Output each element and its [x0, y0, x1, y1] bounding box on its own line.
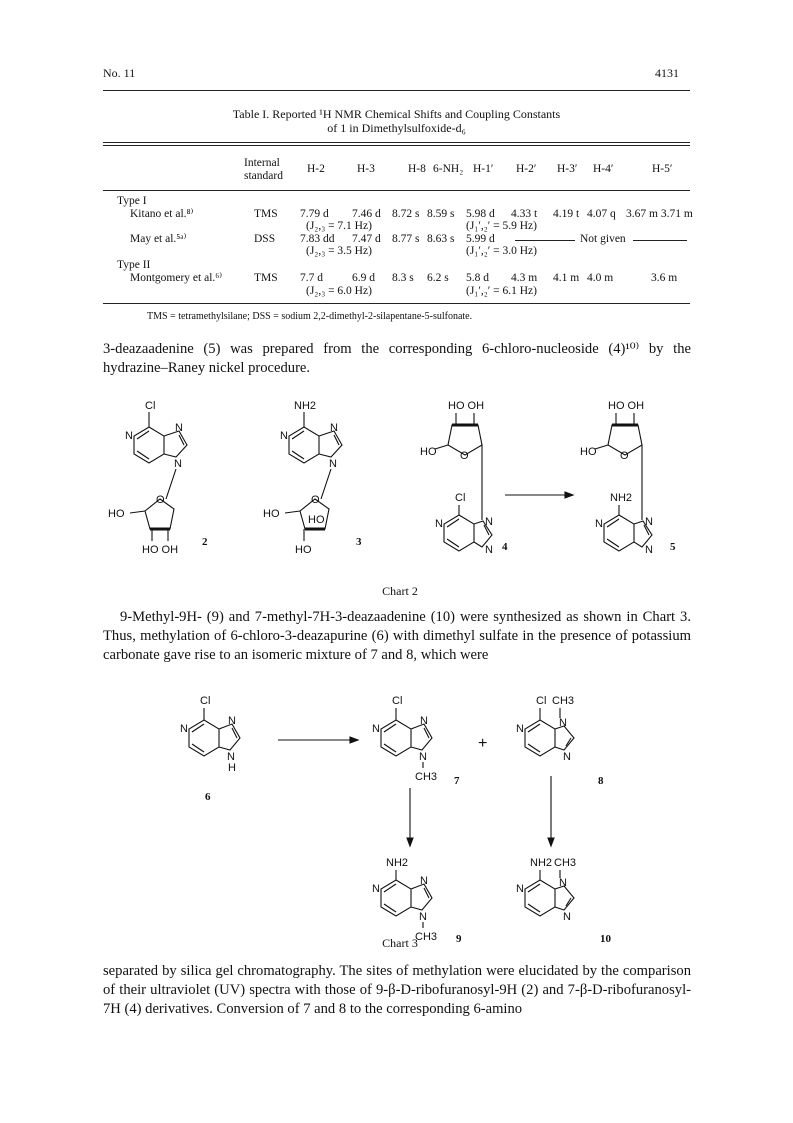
- chart-2-structures: [90, 395, 710, 595]
- atom-label: N: [559, 877, 567, 889]
- header-rule: [103, 90, 690, 91]
- row-h8: 8.77 s: [392, 233, 420, 245]
- structure-10: [516, 857, 612, 945]
- atom-label: O: [460, 450, 469, 462]
- plus-sign: +: [478, 735, 488, 752]
- row-h2p: 4.33 t: [511, 208, 538, 220]
- row-h2: 7.83 dd: [300, 233, 335, 245]
- row-h5p: 3.6 m: [651, 272, 678, 284]
- row-std: TMS: [254, 208, 278, 220]
- atom-label: N: [645, 516, 653, 528]
- atom-label: NH2: [530, 857, 553, 869]
- compound-label: 5: [670, 541, 676, 553]
- col-internal-1: Internal: [244, 157, 280, 169]
- atom-label: HO: [108, 508, 125, 520]
- atom-label: HO: [263, 508, 280, 520]
- row-nh2: 8.63 s: [427, 233, 455, 245]
- atom-label: NH2: [386, 857, 409, 869]
- atom-label: HO: [420, 446, 437, 458]
- atom-label: Cl: [392, 695, 403, 707]
- chart-3-structures: [160, 680, 640, 955]
- compound-label: 6: [205, 791, 211, 803]
- col-h5p: H-5′: [652, 163, 673, 175]
- atom-label: N: [563, 911, 571, 923]
- atom-label: Cl: [536, 695, 547, 707]
- atom-label: HO: [295, 544, 312, 556]
- row-h5p: 3.67 m 3.71 m: [626, 208, 693, 220]
- row-h8: 8.3 s: [392, 272, 414, 284]
- compound-label: 8: [598, 775, 604, 787]
- atom-label: N: [420, 875, 428, 887]
- compound-label: 10: [600, 933, 611, 945]
- atom-label: N: [563, 751, 571, 763]
- not-given-dash-right: [633, 240, 687, 241]
- row-not-given: Not given: [580, 233, 626, 245]
- row-std: DSS: [254, 233, 276, 245]
- col-internal-2: standard: [244, 170, 283, 182]
- paragraph-3: separated by silica gel chromatography. The sites of methylation were elucidated by the comparison of their ultraviolet (UV) spectra with those of 9-β-D-ribofuranosyl-9H (2) and 7-β-D-ribofuranosyl-7H (4) derivatives. Conversion of 7 and 8 to the corresponding 6-amino: [103, 963, 691, 1017]
- reaction-arrowhead: [548, 838, 554, 846]
- not-given-dash-left: [515, 240, 575, 241]
- page-number: 4131: [655, 66, 679, 80]
- atom-label: N: [485, 516, 493, 528]
- atom-label: Cl: [200, 695, 211, 707]
- atom-label: N: [175, 422, 183, 434]
- structure-4: [420, 400, 508, 556]
- atom-label: N: [180, 723, 188, 735]
- row-std: TMS: [254, 272, 278, 284]
- structure-8: [516, 695, 604, 787]
- atom-label: N: [125, 430, 133, 442]
- reaction-arrowhead: [407, 838, 413, 846]
- atom-label: N: [227, 751, 235, 763]
- paragraph-1: 3-deazaadenine (5) was prepared from the corresponding 6-chloro-nucleoside (4)¹⁰⁾ by the hydrazine–Raney nickel procedure.: [103, 341, 691, 376]
- atom-label: CH3: [415, 931, 438, 943]
- atom-label: N: [280, 430, 288, 442]
- atom-label: O: [620, 450, 629, 462]
- atom-label: N: [419, 911, 427, 923]
- compound-label: 3: [356, 536, 362, 548]
- atom-label: NH2: [610, 492, 633, 504]
- type1-label: Type I: [117, 195, 147, 207]
- row-j-h2h3: (J₂,₃ = 6.0 Hz): [306, 285, 372, 297]
- row-j-h1h2: (J₁′,₂′ = 5.9 Hz): [466, 220, 537, 232]
- row-h1p: 5.8 d: [466, 272, 489, 284]
- row-h2: 7.79 d: [300, 208, 329, 220]
- atom-label: N: [645, 544, 653, 556]
- atom-label: N: [435, 518, 443, 530]
- row-nh2: 6.2 s: [427, 272, 449, 284]
- atom-label: HO OH: [448, 400, 485, 412]
- atom-label: N: [419, 751, 427, 763]
- row-author: Kitano et al.⁸⁾: [130, 208, 194, 220]
- row-nh2: 8.59 s: [427, 208, 455, 220]
- atom-label: H: [228, 762, 236, 774]
- row-j-h2h3: (J₂,₃ = 7.1 Hz): [306, 220, 372, 232]
- table-caption-line1: Table I. Reported ¹H NMR Chemical Shifts and Coupling Constants: [232, 107, 561, 121]
- structure-9: [372, 857, 462, 945]
- atom-label: N: [516, 883, 524, 895]
- row-h1p: 5.98 d: [466, 208, 495, 220]
- reaction-arrowhead: [565, 492, 573, 498]
- col-h4p: H-4′: [593, 163, 614, 175]
- compound-label: 9: [456, 933, 462, 945]
- row-h4p: 4.07 q: [587, 208, 616, 220]
- atom-label: O: [311, 494, 320, 506]
- col-h2: H-2: [307, 163, 325, 175]
- atom-label: Cl: [145, 400, 156, 412]
- table-header-rule: [103, 190, 690, 191]
- atom-label: Cl: [455, 492, 466, 504]
- row-j-h2h3: (J₂,₃ = 3.5 Hz): [306, 245, 372, 257]
- col-h1p: H-1′: [473, 163, 494, 175]
- structure-3: [263, 400, 362, 556]
- row-h4p: 4.0 m: [587, 272, 614, 284]
- atom-label: N: [420, 715, 428, 727]
- structure-2: [108, 400, 208, 556]
- table-footnote: TMS = tetramethylsilane; DSS = sodium 2,2-dimethyl-2-silapentane-5-sulfonate.: [147, 311, 473, 322]
- atom-label: N: [485, 544, 493, 556]
- row-h1p: 5.99 d: [466, 233, 495, 245]
- table-top-rule-2: [103, 145, 690, 146]
- atom-label: N: [372, 723, 380, 735]
- row-j-h1h2: (J₁′,₂′ = 6.1 Hz): [466, 285, 537, 297]
- row-h3: 7.46 d: [352, 208, 381, 220]
- table-bottom-rule: [103, 303, 690, 304]
- atom-label: N: [329, 458, 337, 470]
- atom-label: N: [559, 717, 567, 729]
- compound-label: 4: [502, 541, 508, 553]
- compound-label: 2: [202, 536, 208, 548]
- atom-label: O: [156, 494, 165, 506]
- row-h2: 7.7 d: [300, 272, 323, 284]
- row-j-h1h2: (J₁′,₂′ = 3.0 Hz): [466, 245, 537, 257]
- row-h3: 6.9 d: [352, 272, 375, 284]
- table-top-rule: [103, 142, 690, 143]
- row-h3: 7.47 d: [352, 233, 381, 245]
- atom-label: CH3: [552, 695, 575, 707]
- type2-label: Type II: [117, 259, 151, 271]
- col-h8: H-8: [408, 163, 426, 175]
- compound-label: 7: [454, 775, 460, 787]
- col-h2p: H-2′: [516, 163, 537, 175]
- atom-label: N: [174, 458, 182, 470]
- reaction-arrowhead: [350, 737, 358, 743]
- col-h3: H-3: [357, 163, 375, 175]
- row-author: May et al.⁵ᵃ⁾: [130, 233, 187, 245]
- atom-label: N: [330, 422, 338, 434]
- table-caption-line2: of 1 in Dimethylsulfoxide-d₆: [327, 121, 466, 135]
- col-nh2: 6-NH₂: [433, 163, 464, 175]
- chart-3-caption: Chart 3: [382, 936, 418, 950]
- structure-5: [580, 400, 676, 556]
- atom-label: NH2: [294, 400, 317, 412]
- atom-label: N: [372, 883, 380, 895]
- row-h8: 8.72 s: [392, 208, 420, 220]
- atom-label: HO: [308, 514, 325, 526]
- atom-label: N: [595, 518, 603, 530]
- col-h3p: H-3′: [557, 163, 578, 175]
- atom-label: HO: [580, 446, 597, 458]
- row-h3p: 4.1 m: [553, 272, 580, 284]
- structure-6: [180, 695, 240, 803]
- atom-label: HO OH: [142, 544, 179, 556]
- chart-2-caption: Chart 2: [382, 584, 418, 598]
- row-h2p: 4.3 m: [511, 272, 538, 284]
- row-h3p: 4.19 t: [553, 208, 580, 220]
- atom-label: N: [228, 715, 236, 727]
- atom-label: N: [516, 723, 524, 735]
- row-author: Montgomery et al.⁶⁾: [130, 272, 223, 284]
- atom-label: CH3: [415, 771, 438, 783]
- paragraph-2: 9-Methyl-9H- (9) and 7-methyl-7H-3-deazaadenine (10) were synthesized as shown in Chart 3. Thus, methylation of 6-chloro-3-deazapurine (6) with dimethyl sulfate in the presence of potassium carbonate gave rise to an isomeric mixture of 7 and 8, which were: [103, 609, 691, 663]
- journal-number: No. 11: [103, 66, 136, 80]
- atom-label: HO OH: [608, 400, 645, 412]
- atom-label: CH3: [554, 857, 577, 869]
- structure-7: [372, 695, 460, 787]
